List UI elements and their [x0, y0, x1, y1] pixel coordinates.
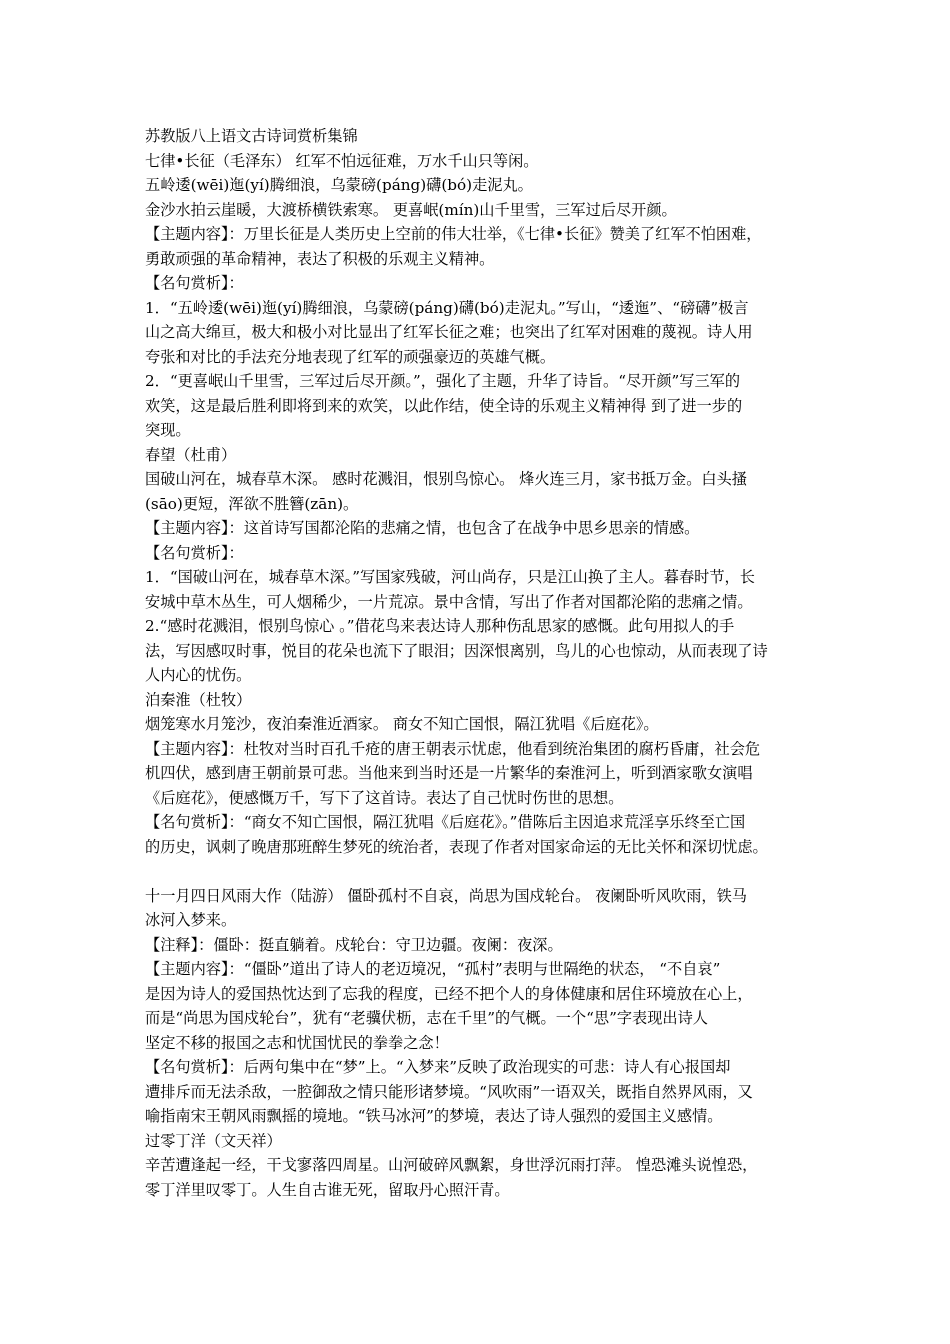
text-line: 安城中草木丛生，可人烟稀少，一片荒凉。景中含情，写出了作者对国都沦陷的悲痛之情。 — [145, 592, 753, 611]
text-line: 2．“更喜岷山千里雪，三军过后尽开颜。”，强化了主题，升华了诗旨。“尽开颜”写三军的 — [145, 372, 741, 390]
text-line: 是因为诗人的爱国热忱达到了忘我的程度，已经不把个人的身体健康和居住环境放在心上， — [145, 984, 753, 1003]
text-line: 春望（杜甫） — [145, 445, 237, 464]
text-line: 烟笼寒水月笼沙，夜泊秦淮近酒家。 商女不知亡国恨，隔江犹唱《后庭花》。 — [145, 715, 659, 733]
text-line: 辛苦遭逢起一经，干戈寥落四周星。山河破碎风飘絮，身世浮沉雨打萍。 惶恐滩头说惶恐， — [145, 1156, 758, 1174]
text-line: 《后庭花》，便感慨万千，写下了这首诗。表达了自己忧时伤世的思想。 — [145, 788, 624, 807]
text-line: 泊秦淮（杜牧） — [145, 690, 252, 709]
text-line: 【主题内容】：“僵卧”道出了诗人的老迈境况，“孤村”表明与世隔绝的状态， “不自哀” — [145, 960, 721, 978]
document-page — [145, 124, 825, 1202]
text-line: 而是“尚思为国戍轮台”，犹有“老骥伏枥，志在千里”的气概。一个“思”字表现出诗人 — [145, 1009, 708, 1027]
text-line: (sāo)更短，浑欲不胜簪(zān)。 — [145, 494, 359, 513]
text-line: 喻指南宋王朝风雨飘摇的境地。“铁马冰河”的梦境，表达了诗人强烈的爱国主义感情。 — [145, 1107, 723, 1125]
text-line: 法，写因感叹时事，悦目的花朵也流下了眼泪；因深恨离别，鸟儿的心也惊动，从而表现了诗 — [145, 641, 768, 660]
text-line: 【名句赏析】： — [145, 274, 244, 292]
text-line: 冰河入梦来。 — [145, 911, 237, 929]
text-line: 突现。 — [145, 421, 191, 439]
text-line: 国破山河在，城春草木深。 感时花溅泪，恨别鸟惊心。 烽火连三月，家书抵万金。白头搔 — [145, 470, 747, 488]
text-line: 2.“感时花溅泪，恨别鸟惊心 。”借花鸟来表达诗人那种伤乱思家的感慨。此句用拟人的手 — [145, 617, 735, 635]
blank-line — [145, 859, 825, 884]
text-line: 遭排斥而无法杀敌，一腔御敌之情只能形诸梦境。“风吹雨”一语双关，既指自然界风雨，又 — [145, 1082, 753, 1101]
text-line: 山之高大绵亘，极大和极小对比显出了红军长征之难；也突出了红军对困难的蔑视。诗人用 — [145, 323, 753, 341]
text-line: 勇敢顽强的革命精神，表达了积极的乐观主义精神。 — [145, 249, 495, 268]
text-line: 1．“五岭逶(wēi)迤(yí)腾细浪，乌蒙磅(páng)礴(bó)走泥丸。”写山，“逶迤”、“磅礴”极言 — [145, 298, 749, 317]
text-line: 坚定不移的报国之志和忧国忧民的拳拳之念！ — [145, 1033, 449, 1052]
text-line: 【名句赏析】：后两句集中在“梦”上。“入梦来”反映了政治现实的可悲：诗人有心报国却 — [145, 1058, 731, 1076]
text-line: 的历史，讽刺了晚唐那班醉生梦死的统治者，表现了作者对国家命运的无比关怀和深切忧虑。 — [145, 837, 768, 856]
text-line: 机四伏，感到唐王朝前景可悲。当他来到当时还是一片繁华的秦淮河上，听到酒家歌女演唱 — [145, 764, 753, 782]
text-line: 金沙水拍云崖暖，大渡桥横铁索寒。 更喜岷(mín)山千里雪，三军过后尽开颜。 — [145, 200, 677, 219]
text-line: 夸张和对比的手法充分地表现了红军的顽强豪迈的英雄气概。 — [145, 347, 556, 366]
text-line: 五岭逶(wēi)迤(yí)腾细浪，乌蒙磅(páng)礴(bó)走泥丸。 — [145, 176, 533, 194]
text-line: 过零丁洋（文天祥） — [145, 1131, 282, 1150]
text-line: 【名句赏析】： — [145, 543, 244, 562]
text-line: 十一月四日风雨大作（陆游） 僵卧孤村不自哀，尚思为国戍轮台。 夜阑卧听风吹雨，铁马 — [145, 886, 747, 905]
text-line: 零丁洋里叹零丁。人生自古谁无死，留取丹心照汗青。 — [145, 1180, 510, 1199]
text-line: 七律•长征（毛泽东） 红军不怕远征难，万水千山只等闲。 — [145, 151, 539, 170]
text-line: 【主题内容】：这首诗写国都沦陷的悲痛之情，也包含了在战争中思乡思亲的情感。 — [145, 519, 700, 537]
text-line: 1．“国破山河在，城春草木深。”写国家残破，河山尚存，只是江山换了主人。暮春时节，长 — [145, 568, 755, 586]
text-line: 【主题内容】：万里长征是人类历史上空前的伟大壮举，《七律•长征》赞美了红军不怕困难， — [145, 225, 762, 243]
text-line: 【注释】：僵卧：挺直躺着。戍轮台：守卫边疆。夜阑：夜深。 — [145, 935, 563, 954]
document-title: 苏教版八上语文古诗词赏析集锦 — [145, 127, 358, 145]
text-line: 人内心的忧伤。 — [145, 666, 252, 684]
text-line: 【主题内容】：杜牧对当时百孔千疮的唐王朝表示忧虑，他看到统治集团的腐朽昏庸，社会危 — [145, 739, 761, 758]
text-line: 【名句赏析】：“商女不知亡国恨，隔江犹唱《后庭花》。”借陈后主因追求荒淫享乐终至亡国 — [145, 813, 746, 831]
text-line: 欢笑，这是最后胜利即将到来的欢笑，以此作结，使全诗的乐观主义精神得 到了进一步的 — [145, 396, 743, 415]
